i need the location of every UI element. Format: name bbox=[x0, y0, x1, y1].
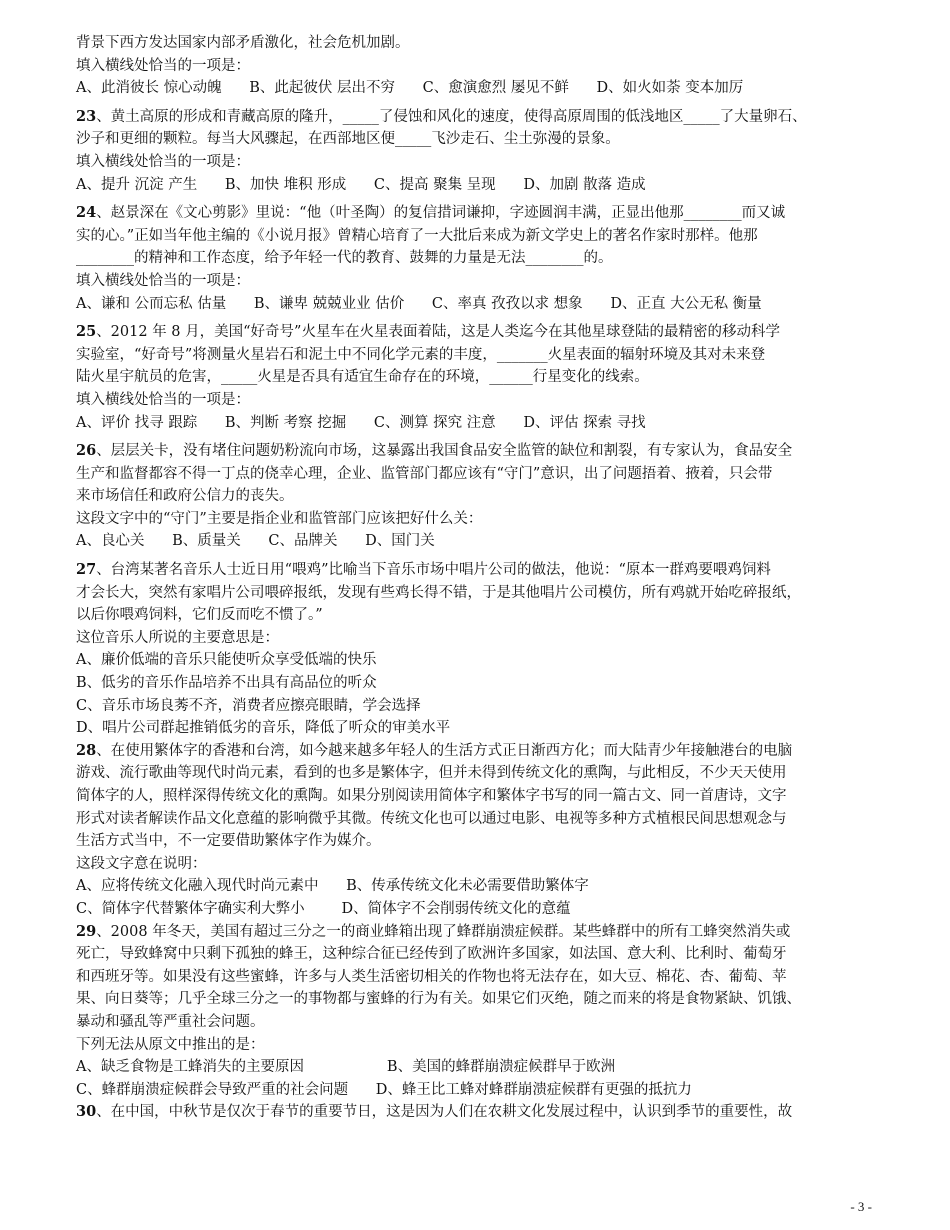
question-number: 26 bbox=[76, 442, 97, 460]
answer-options-ab: A、应将传统文化融入现代时尚元素中 B、传承传统文化未必需要借助繁体字 bbox=[76, 878, 589, 895]
question-stem: 陆火星宇航员的危害，_____火星是否具有适宜生命存在的环境，______行星变化的线索。 bbox=[76, 369, 649, 386]
question-prompt: 填入横线处恰当的一项是： bbox=[76, 153, 250, 170]
answer-options-cd: C、简体字代替繁体字确实利大弊小 D、简体字不会削弱传统文化的意蕴 bbox=[76, 900, 571, 917]
question-stem: 暴动和骚乱等严重社会问题。 bbox=[76, 1013, 265, 1030]
question-stem: 实验室，“好奇号”将测量火星岩石和泥土中不同化学元素的丰度，_______火星表面的辐射环境及其对未来登 bbox=[76, 346, 766, 363]
question-stem: 简体字的人，照样深得传统文化的熏陶。如果分别阅读用简体字和繁体字书写的同一篇古文、同一首唐诗，文字 bbox=[76, 788, 787, 804]
question-stem: 果、向日葵等；几乎全球三分之一的事物都与蜜蜂的行为有关。如果它们灭绝，随之而来的将是食物紧缺、饥饿、 bbox=[76, 991, 801, 1008]
question-number: 25 bbox=[76, 323, 97, 341]
answer-options: A、此消彼长 惊心动魄 B、此起彼伏 层出不穷 C、愈演愈烈 屡见不鲜 D、如火如荼 变本加厉 bbox=[76, 80, 744, 97]
question-24 bbox=[76, 202, 886, 315]
question-number: 23 bbox=[76, 107, 97, 125]
exam-page bbox=[76, 32, 886, 1124]
question-stem: 实的心。”正如当年他主编的《小说月报》曾精心培育了一大批后来成为新文学史上的著名作家时那样。他那 bbox=[76, 227, 758, 244]
question-prompt: 这段文字意在说明： bbox=[76, 855, 207, 872]
question-stem: 来市场信任和政府公信力的丧失。 bbox=[76, 488, 294, 505]
question-stem: 、台湾某著名音乐人士近日用“喂鸡”比喻当下音乐市场中唱片公司的做法，他说：“原本一群鸡要喂鸡饲料 bbox=[96, 562, 771, 579]
question-prompt: 填入横线处恰当的一项是： bbox=[76, 272, 250, 289]
question-prompt: 填入横线处恰当的一项是： bbox=[76, 57, 250, 74]
question-22 bbox=[76, 32, 886, 100]
question-prompt: 这段文字中的“守门”主要是指企业和监管部门应该把好什么关： bbox=[76, 510, 483, 527]
question-stem: 以后你喂鸡饲料，它们反而吃不惯了。” bbox=[76, 607, 323, 624]
answer-options: A、良心关 B、质量关 C、品牌关 D、国门关 bbox=[76, 533, 435, 550]
question-stem: 、在使用繁体字的香港和台湾，如今越来越多年轻人的生活方式正日渐西方化；而大陆青少年接触港台的电脑 bbox=[96, 742, 793, 759]
question-stem: 、层层关卡，没有堵住问题奶粉流向市场，这暴露出我国食品安全监管的缺位和割裂，有专家认为，食品安全 bbox=[96, 443, 793, 460]
question-number: 28 bbox=[76, 741, 97, 759]
question-26 bbox=[76, 440, 886, 553]
answer-options: A、评价 找寻 跟踪 B、判断 考察 挖掘 C、测算 探究 注意 D、评估 探索 寻找 bbox=[76, 414, 646, 431]
question-stem: ________的精神和工作态度，给予年轻一代的教育、鼓舞的力量是无法________的。 bbox=[76, 250, 613, 267]
question-stem: 形式对读者解读作品文化意蕴的影响微乎其微。传统文化也可以通过电影、电视等多种方式植根民间思想观念与 bbox=[76, 810, 787, 827]
question-stem: 、黄土高原的形成和青藏高原的隆升，_____了侵蚀和风化的速度，使得高原周围的低浅地区_____了大量卵石、 bbox=[96, 108, 807, 125]
question-27 bbox=[76, 559, 886, 740]
answer-options: A、谦和 公而忘私 估量 B、谦卑 兢兢业业 估价 C、率真 孜孜以求 想象 D、正直 大公无私 衡量 bbox=[76, 295, 762, 312]
answer-option-a: A、廉价低端的音乐只能使听众享受低端的快乐 bbox=[76, 652, 377, 669]
question-stem: 沙子和更细的颗粒。每当大风骤起，在西部地区便_____飞沙走石、尘土弥漫的景象。 bbox=[76, 131, 620, 148]
question-stem: 背景下西方发达国家内部矛盾激化，社会危机加剧。 bbox=[76, 35, 410, 51]
question-stem: 、在中国，中秋节是仅次于春节的重要节日，这是因为人们在农耕文化发展过程中，认识到季节的重要性，故 bbox=[96, 1104, 793, 1121]
question-number: 29 bbox=[76, 922, 97, 940]
question-number: 30 bbox=[76, 1103, 97, 1121]
question-stem: 生活方式当中，不一定要借助繁体字作为媒介。 bbox=[76, 833, 381, 850]
question-30 bbox=[76, 1101, 886, 1124]
question-25 bbox=[76, 321, 886, 434]
question-number: 27 bbox=[76, 561, 97, 579]
answer-option-b: B、低劣的音乐作品培养不出具有高品位的听众 bbox=[76, 675, 377, 692]
question-stem: 、赵景深在《文心剪影》里说：“他（叶圣陶）的复信措词谦抑，字迹圆润丰满，正显出他那________而又诚 bbox=[96, 205, 786, 222]
answer-option-c: C、音乐市场良莠不齐，消费者应擦亮眼睛，学会选择 bbox=[76, 697, 421, 714]
answer-options: A、提升 沉淀 产生 B、加快 堆积 形成 C、提高 聚集 呈现 D、加剧 散落 造成 bbox=[76, 176, 646, 193]
question-stem: 游戏、流行歌曲等现代时尚元素，看到的也多是繁体字，但并未得到传统文化的熏陶，与此相反，不少天天使用 bbox=[76, 765, 787, 782]
question-stem: 、2008 年冬天，美国有超过三分之一的商业蜂箱出现了蜂群崩溃症候群。某些蜂群中的所有工蜂突然消失或 bbox=[96, 923, 791, 940]
question-stem: 死亡，导致蜂窝中只剩下孤独的蜂王，这种综合征已经传到了欧洲许多国家，如法国、意大利、比利时、葡萄牙 bbox=[76, 946, 787, 963]
answer-options-cd: C、蜂群崩溃症候群会导致严重的社会问题 D、蜂王比工蜂对蜂群崩溃症候群有更强的抵抗力 bbox=[76, 1081, 692, 1098]
question-stem: 、2012 年 8 月，美国“好奇号”火星车在火星表面着陆，这是人类迄今在其他星球登陆的最精密的移动科学 bbox=[96, 324, 780, 341]
answer-options-ab: A、缺乏食物是工蜂消失的主要原因 B、美国的蜂群崩溃症候群早于欧洲 bbox=[76, 1059, 616, 1076]
answer-option-d: D、唱片公司群起推销低劣的音乐，降低了听众的审美水平 bbox=[76, 720, 451, 737]
question-stem: 和西班牙等。如果没有这些蜜蜂，许多与人类生活密切相关的作物也将无法存在，如大豆、棉花、杏、葡萄、苹 bbox=[76, 968, 787, 985]
page-number: - 3 - bbox=[850, 1199, 872, 1214]
question-stem: 才会长大，突然有家唱片公司喂碎报纸，发现有些鸡长得不错，于是其他唱片公司模仿，所有鸡就开始吃碎报纸， bbox=[76, 584, 801, 601]
question-prompt: 填入横线处恰当的一项是： bbox=[76, 391, 250, 408]
question-28 bbox=[76, 740, 886, 921]
question-number: 24 bbox=[76, 204, 97, 222]
question-23 bbox=[76, 106, 886, 196]
question-prompt: 下列无法从原文中推出的是： bbox=[76, 1036, 265, 1053]
question-stem: 生产和监督都容不得一丁点的侥幸心理，企业、监管部门都应该有“守门”意识，出了问题捂着、掖着，只会带 bbox=[76, 465, 773, 482]
question-29 bbox=[76, 921, 886, 1102]
question-prompt: 这位音乐人所说的主要意思是： bbox=[76, 629, 279, 646]
